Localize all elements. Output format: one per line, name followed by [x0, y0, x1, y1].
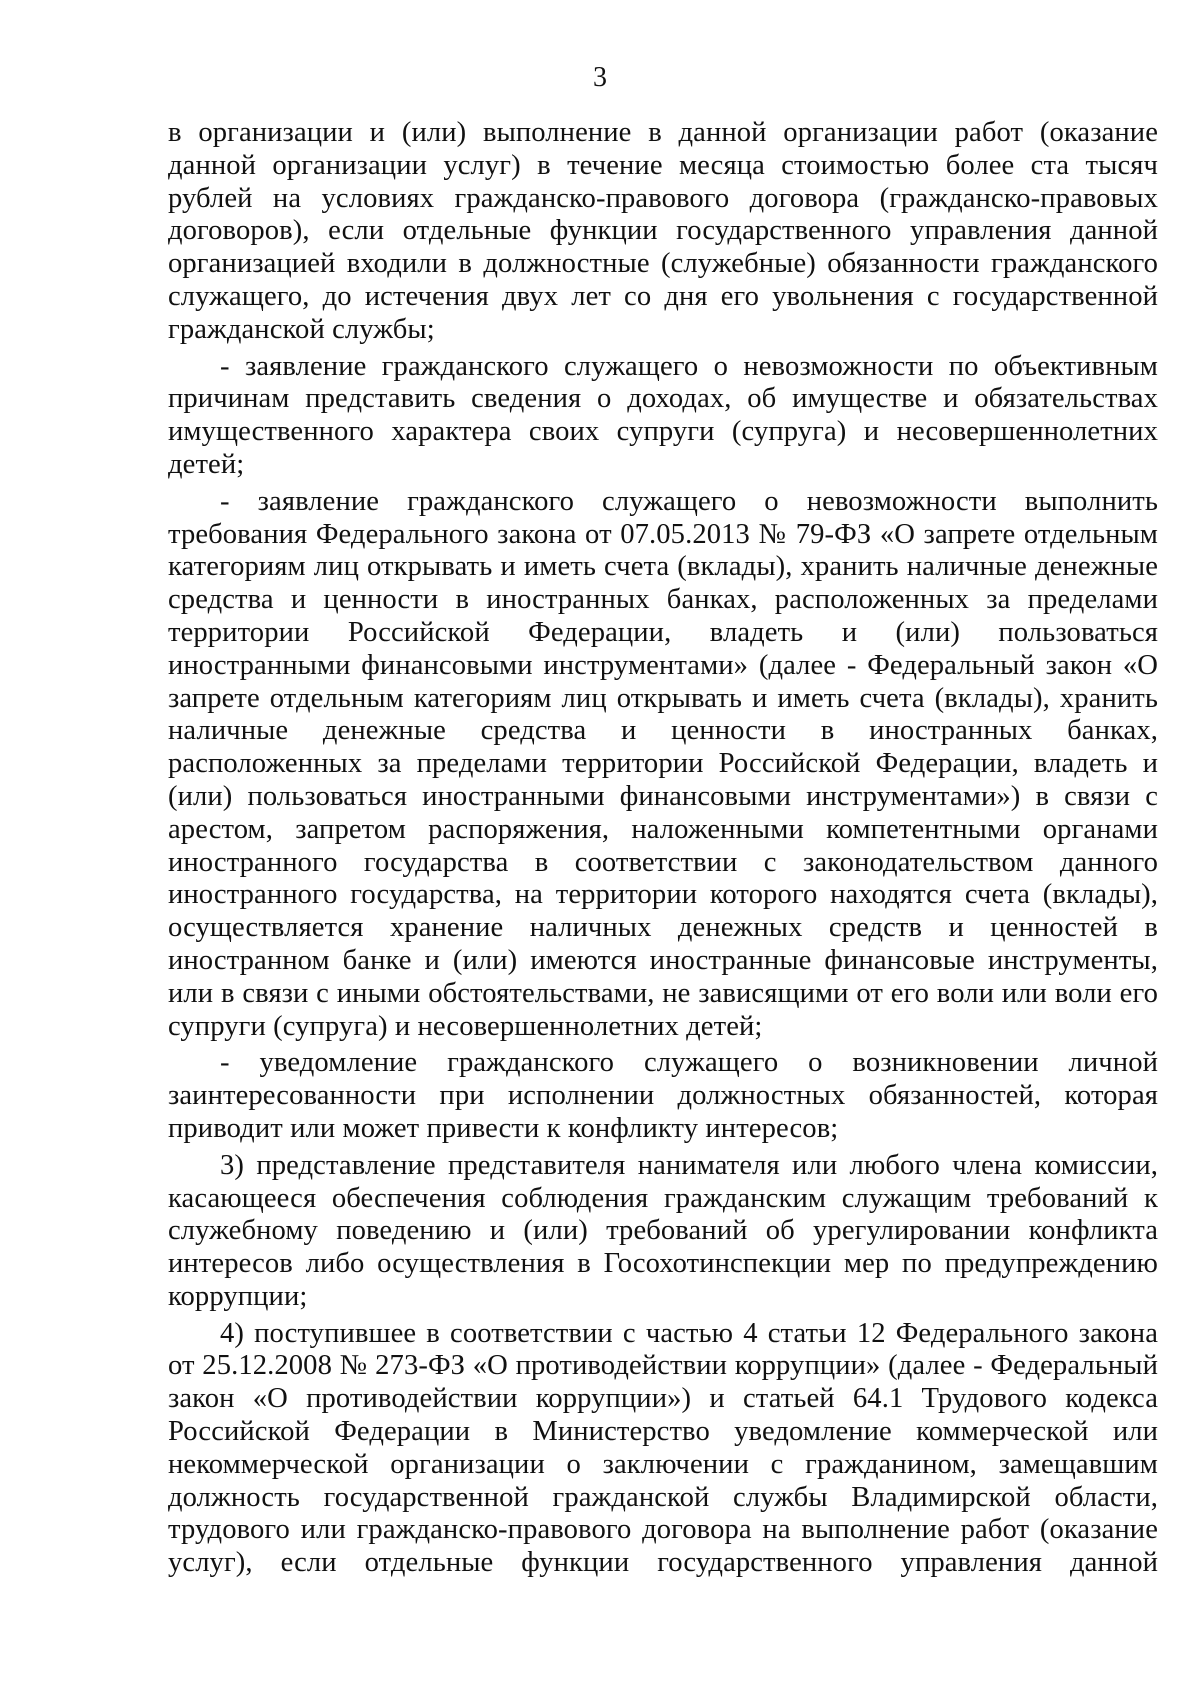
- document-body: [168, 117, 1158, 1584]
- paragraph-item-4: 4) поступившее в соответствии с частью 4 статьи 12 Федерального закона от 25.12.2008 № 273-ФЗ «О противодействии коррупции» (далее - Федеральный закон «О противодействии коррупции») и статьей 64.1 Трудового кодекса Российской Федерации в Министерство уведомление коммерческой или некоммерческой организации о заключении с гражданином, замещавшим должность государственной гражданской службы Владимирской области, трудового или гражданско-правового договора на выполнение работ (оказание услуг), если отдельные функции государственного управления данной: [168, 1317, 1158, 1579]
- page-number: 3: [593, 62, 607, 93]
- paragraph-notice-conflict-of-interest: - уведомление гражданского служащего о возникновении личной заинтересованности при исполнении должностных обязанностей, которая приводит или может привести к конфликту интересов;: [168, 1047, 1158, 1144]
- paragraph-statement-income-info: - заявление гражданского служащего о невозможности по объективным причинам представить сведения о доходах, об имуществе и обязательствах имущественного характера своих супруги (супруга) и несовершеннолетних детей;: [168, 350, 1158, 480]
- paragraph-continuation: в организации и (или) выполнение в данной организации работ (оказание данной организации услуг) в течение месяца стоимостью более ста тысяч рублей на условиях гражданско-правового договора (гражданско-правовых договоров), если отдельные функции государственного управления данной организацией входили в должностные (служебные) обязанности гражданского служащего, до истечения двух лет со дня его увольнения с государственной гражданской службы;: [168, 117, 1158, 345]
- paragraph-item-3: 3) представление представителя нанимателя или любого члена комиссии, касающееся обеспечения соблюдения гражданским служащим требований к служебному поведению и (или) требований об урегулировании конфликта интересов либо осуществления в Госохотинспекции мер по предупреждению коррупции;: [168, 1149, 1158, 1312]
- paragraph-statement-foreign-accounts: - заявление гражданского служащего о невозможности выполнить требования Федерального закона от 07.05.2013 № 79-ФЗ «О запрете отдельным категориям лиц открывать и иметь счета (вклады), хранить наличные денежные средства и ценности в иностранных банках, расположенных за пределами территории Российской Федерации, владеть и (или) пользоваться иностранными финансовыми инструментами» (далее - Федеральный закон «О запрете отдельным категориям лиц открывать и иметь счета (вклады), хранить наличные денежные средства и ценности в иностранных банках, расположенных за пределами территории Российской Федерации, владеть и (или) пользоваться иностранными финансовыми инструментами») в связи с арестом, запретом распоряжения, наложенными компетентными органами иностранного государства в соответствии с законодательством данного иностранного государства, на территории которого находятся счета (вклады), осуществляется хранение наличных денежных средств и ценностей в иностранном банке и (или) имеются иностранные финансовые инструменты, или в связи с иными обстоятельствами, не зависящими от его воли или воли его супруги (супруга) и несовершеннолетних детей;: [168, 485, 1158, 1042]
